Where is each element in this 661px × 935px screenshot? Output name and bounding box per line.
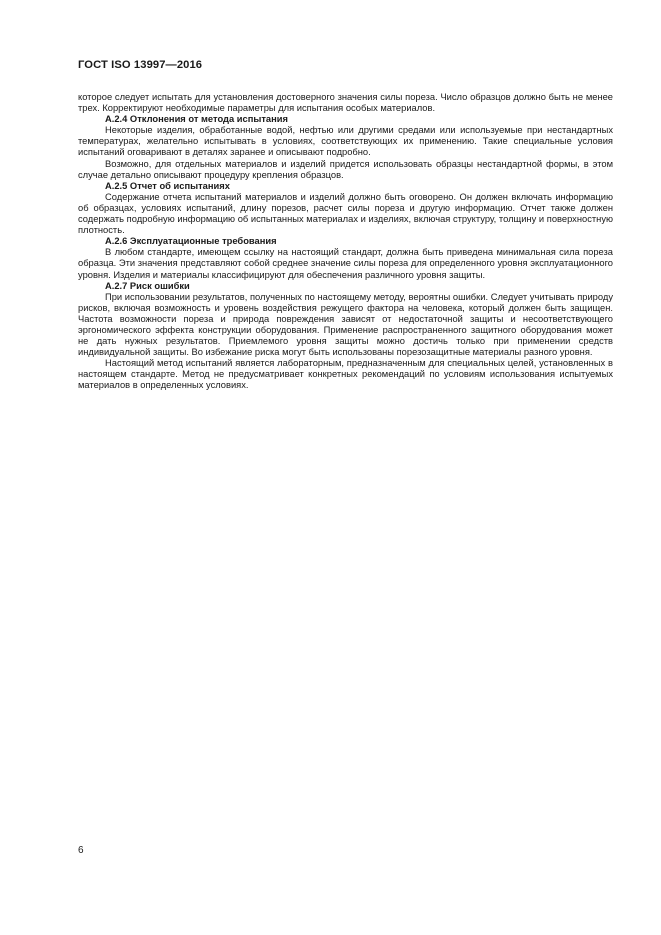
document-body bbox=[78, 92, 613, 392]
intro-paragraph: которое следует испытать для установления достоверного значения силы пореза. Число образцов должно быть не менее трех. Корректируют необходимые параметры для испытания особых материалов. bbox=[78, 92, 613, 114]
section-heading-a24: А.2.4 Отклонения от метода испытания bbox=[105, 114, 288, 125]
section-heading-a27: А.2.7 Риск ошибки bbox=[105, 280, 190, 291]
a27-paragraph-2: Настоящий метод испытаний является лабораторным, предназначенным для специальных целей, установленных в настоящем стандарте. Метод не предусматривает конкретных рекомендаций по условиям использования испытуемых материалов в определенных условиях. bbox=[78, 358, 613, 391]
section-heading-a26: А.2.6 Эксплуатационные требования bbox=[105, 236, 277, 247]
a24-paragraph-2: Возможно, для отдельных материалов и изделий придется использовать образцы нестандартной формы, в этом случае детально описывают процедуру крепления образцов. bbox=[78, 158, 613, 180]
a26-paragraph-1: В любом стандарте, имеющем ссылку на настоящий стандарт, должна быть приведена минимальная сила пореза образца. Эти значения представляют собой среднее значение силы пореза для определенного уровня эксплуатационного уровня. Изделия и материалы классифицируют для обеспечения различного уровня защиты. bbox=[78, 247, 613, 280]
a25-paragraph-1: Содержание отчета испытаний материалов и изделий должно быть оговорено. Он должен включать информацию об образцах, условиях испытаний, длину порезов, расчет силы пореза и другую информацию. Отчет также должен содержать подробную информацию об испытанных материалах и изделиях, включая структуру, толщину и поверхностную плотность. bbox=[78, 191, 613, 236]
a27-paragraph-1: При использовании результатов, полученных по настоящему методу, вероятны ошибки. Следует учитывать природу рисков, включая возможность и уровень воздействия режущего фактора на человека, который должен быть защищен. Частота возможности пореза и природа повреждения зависят от недостаточной защиты и несоответствующего эргономического эффекта конструкции оборудования. Применение распространенного защитного оборудования может не дать нужных результатов. Приемлемого уровня защиты можно достичь только при применении средств индивидуальной защиты. Во избежание риска могут быть использованы порезозащитные материалы разного уровня. bbox=[78, 291, 613, 358]
page-number: 6 bbox=[78, 845, 84, 856]
document-header: ГОСТ ISO 13997—2016 bbox=[78, 59, 203, 71]
a24-paragraph-1: Некоторые изделия, обработанные водой, нефтью или другими средами или используемые при нестандартных температурах, желательно испытывать в условиях, соответствующих их применению. Такие специальные условия испытаний оговаривают в деталях заранее и описывают подробно. bbox=[78, 125, 613, 158]
section-heading-a25: А.2.5 Отчет об испытаниях bbox=[105, 180, 230, 191]
